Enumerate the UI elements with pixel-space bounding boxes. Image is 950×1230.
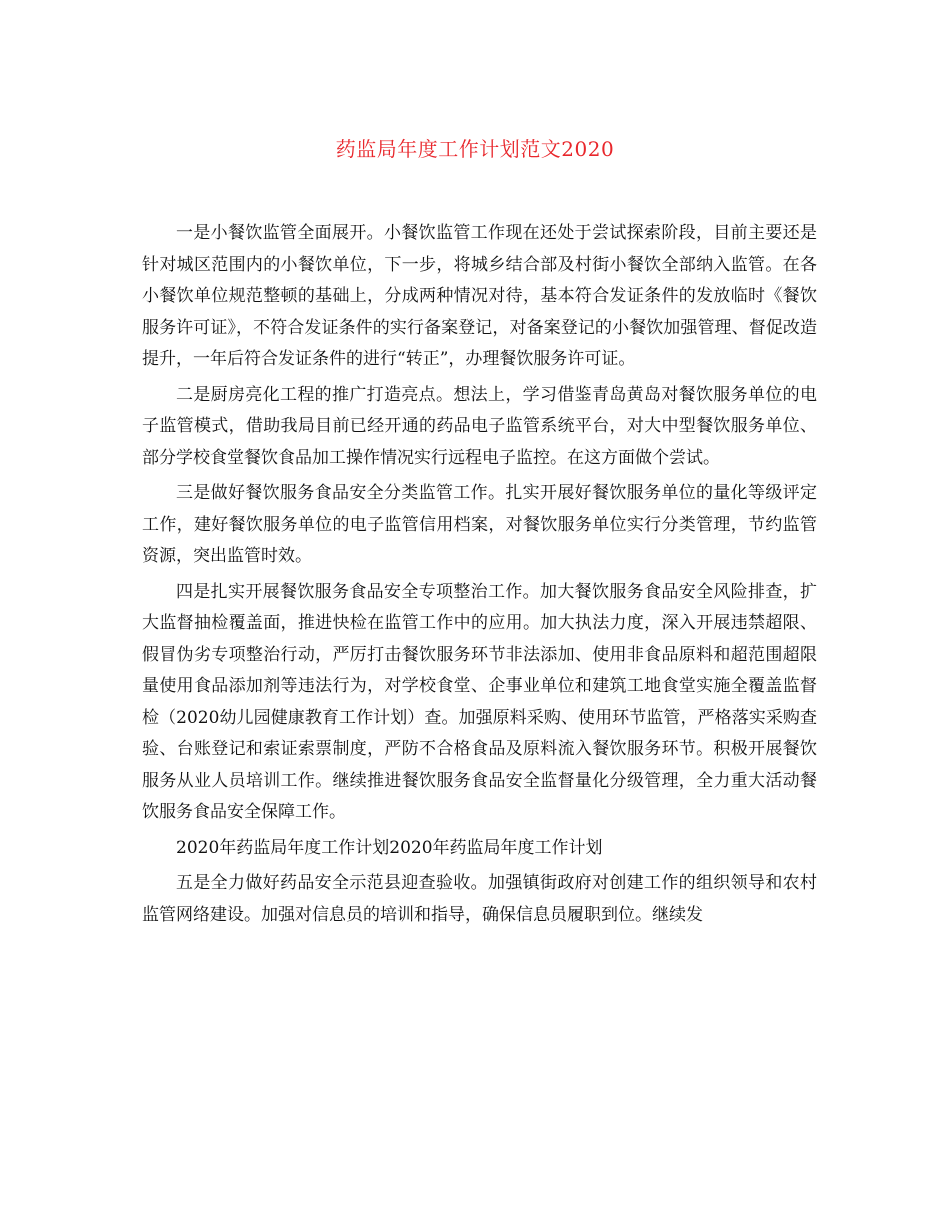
paragraph-4: 四是扎实开展餐饮服务食品安全专项整治工作。加大餐饮服务食品安全风险排查，扩大监督抽检覆盖面，推进快检在监管工作中的应用。加大执法力度，深入开展违禁超限、假冒伪劣专项整治行动，严厉打击餐饮服务环节非法添加、使用非食品原料和超范围超限量使用食品添加剂等违法行为，对学校食堂、企事业单位和建筑工地食堂实施全覆盖监督检（2020幼儿园健康教育工作计划）查。加强原料采购、使用环节监管，严格落实采购查验、台账登记和索证索票制度，严防不合格食品及原料流入餐饮服务环节。积极开展餐饮服务从业人员培训工作。继续推进餐饮服务食品安全监督量化分级管理，全力重大活动餐饮服务食品安全保障工作。 bbox=[142, 581, 817, 822]
document-body bbox=[142, 218, 817, 931]
paragraph-6: 五是全力做好药品安全示范县迎查验收。加强镇街政府对创建工作的组织领导和农村监管网络建设。加强对信息员的培训和指导，确保信息员履职到位。继续发 bbox=[142, 873, 817, 925]
document-title: 药监局年度工作计划范文2020 bbox=[335, 137, 615, 161]
paragraph-5: 2020年药监局年度工作计划2020年药监局年度工作计划 bbox=[176, 837, 603, 858]
paragraph-2: 二是厨房亮化工程的推广打造亮点。想法上，学习借鉴青岛黄岛对餐饮服务单位的电子监管模式，借助我局目前已经开通的药品电子监管系统平台，对大中型餐饮服务单位、部分学校食堂餐饮食品加工操作情况实行远程电子监控。在这方面做个尝试。 bbox=[142, 384, 817, 468]
paragraph-3: 三是做好餐饮服务食品安全分类监管工作。扎实开展好餐饮服务单位的量化等级评定工作，建好餐饮服务单位的电子监管信用档案，对餐饮服务单位实行分类管理，节约监管资源，突出监管时效。 bbox=[142, 483, 817, 566]
paragraph-1: 一是小餐饮监管全面展开。小餐饮监管工作现在还处于尝试探索阶段，目前主要还是针对城区范围内的小餐饮单位，下一步，将城乡结合部及村街小餐饮全部纳入监管。在各小餐饮单位规范整顿的基础上，分成两种情况对待，基本符合发证条件的发放临时《餐饮服务许可证》，不符合发证条件的实行备案登记，对备案登记的小餐饮加强管理、督促改造提升，一年后符合发证条件的进行“转正”，办理餐饮服务许可证。 bbox=[142, 223, 817, 369]
